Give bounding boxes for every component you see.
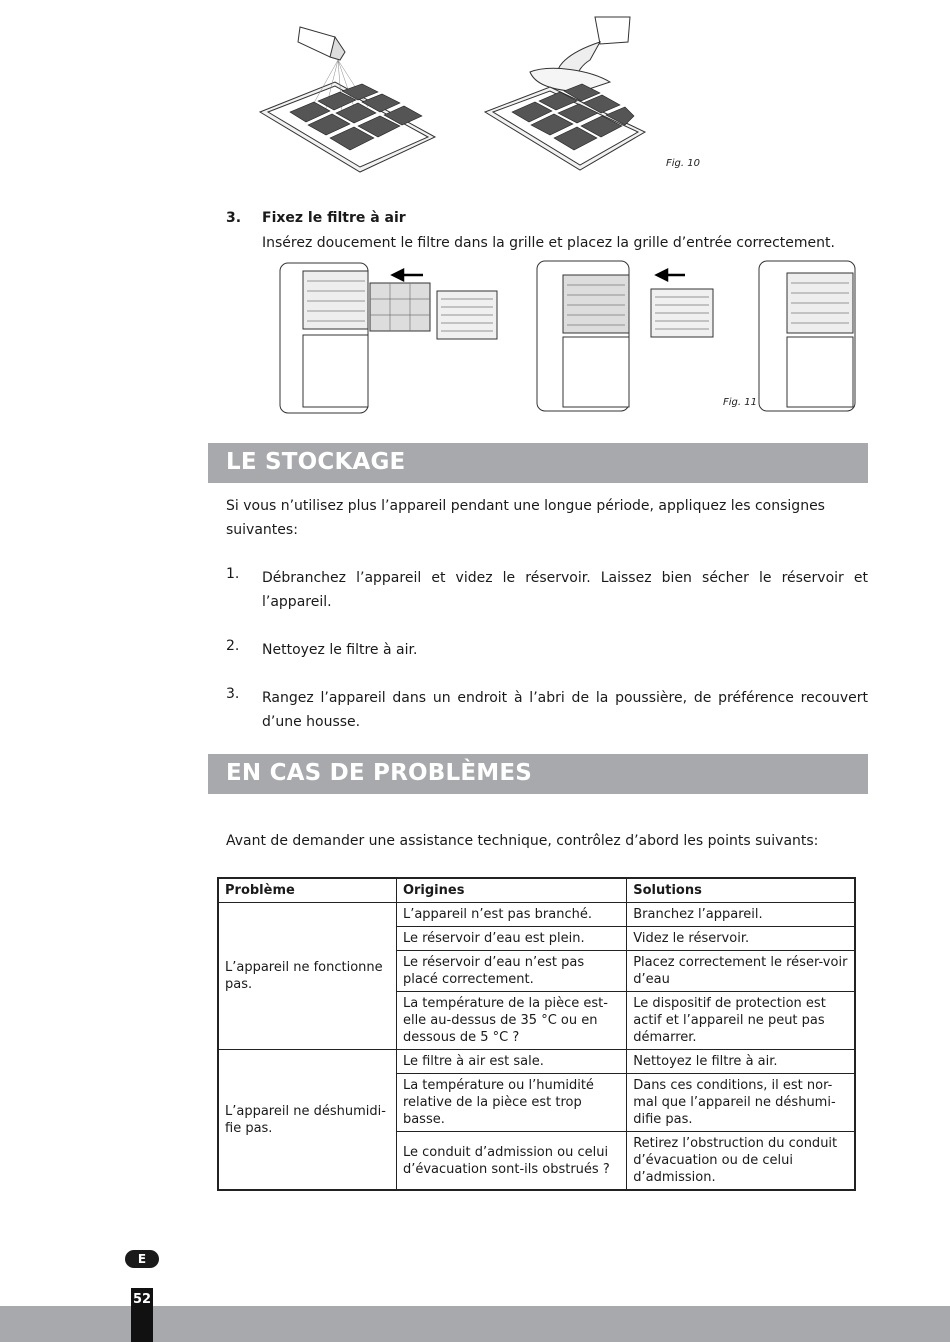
solution-cell: Retirez l’obstruction du conduit d’évacuation ou de celui d’admission.: [627, 1132, 855, 1191]
origin-cell: Le conduit d’admission ou celui d’évacuation sont-ils obstrués ?: [396, 1132, 626, 1191]
figure-10-caption: Fig. 10: [666, 158, 700, 169]
figure-10-filter-cleaning: [250, 12, 710, 182]
column-header-problem: Problème: [218, 878, 396, 903]
table-row: [218, 1050, 855, 1074]
origin-cell: Le filtre à air est sale.: [396, 1050, 626, 1074]
storage-item-number: 1.: [226, 566, 240, 582]
solution-cell: Branchez l’appareil.: [627, 903, 855, 927]
problem-cell: L’appareil ne déshumidi-fie pas.: [218, 1050, 396, 1191]
solution-cell: Nettoyez le filtre à air.: [627, 1050, 855, 1074]
table-header-row: [218, 878, 855, 903]
figure-11-filter-installation: [275, 255, 865, 417]
origin-cell: Le réservoir d’eau est plein.: [396, 927, 626, 951]
solution-cell: Placez correctement le réser-voir d’eau: [627, 951, 855, 992]
storage-item-text: Débranchez l’appareil et videz le réservoir. Laissez bien sécher le réservoir et l’appareil.: [262, 570, 868, 610]
step-number: 3.: [226, 210, 242, 226]
storage-intro: Si vous n’utilisez plus l’appareil pendant une longue période, appliquez les consignes suivantes:: [226, 498, 825, 538]
solution-cell: Dans ces conditions, il est nor-mal que l’appareil ne déshumi-difie pas.: [627, 1074, 855, 1132]
page-number: 52: [131, 1288, 153, 1342]
solution-cell: Videz le réservoir.: [627, 927, 855, 951]
column-header-solutions: Solutions: [627, 878, 855, 903]
origin-cell: Le réservoir d’eau n’est pas placé correctement.: [396, 951, 626, 992]
origin-cell: La température de la pièce est-elle au-dessus de 35 °C ou en dessous de 5 °C ?: [396, 992, 626, 1050]
troubleshooting-intro: Avant de demander une assistance technique, contrôlez d’abord les points suivants:: [226, 833, 819, 849]
figure-11-caption: Fig. 11: [723, 397, 757, 408]
storage-item-text: Rangez l’appareil dans un endroit à l’abri de la poussière, de préférence recouvert d’une housse.: [262, 690, 868, 730]
language-badge: E: [125, 1250, 159, 1268]
troubleshooting-heading: EN CAS DE PROBLÈMES: [226, 760, 533, 786]
storage-item-number: 2.: [226, 638, 240, 654]
column-header-origins: Origines: [396, 878, 626, 903]
troubleshooting-table: [217, 877, 856, 1191]
step-description: Insérez doucement le filtre dans la grille et placez la grille d’entrée correctement.: [262, 235, 835, 251]
solution-cell: Le dispositif de protection est actif et l’appareil ne peut pas démarrer.: [627, 992, 855, 1050]
troubleshooting-section-header: [208, 754, 868, 794]
storage-item-text: Nettoyez le filtre à air.: [262, 642, 418, 658]
origin-cell: L’appareil n’est pas branché.: [396, 903, 626, 927]
table-row: [218, 903, 855, 927]
step-title: Fixez le filtre à air: [262, 210, 406, 226]
storage-section-header: [208, 443, 868, 483]
origin-cell: La température ou l’humidité relative de la pièce est trop basse.: [396, 1074, 626, 1132]
storage-heading: LE STOCKAGE: [226, 449, 406, 475]
problem-cell: L’appareil ne fonctionne pas.: [218, 903, 396, 1050]
storage-item-number: 3.: [226, 686, 240, 702]
